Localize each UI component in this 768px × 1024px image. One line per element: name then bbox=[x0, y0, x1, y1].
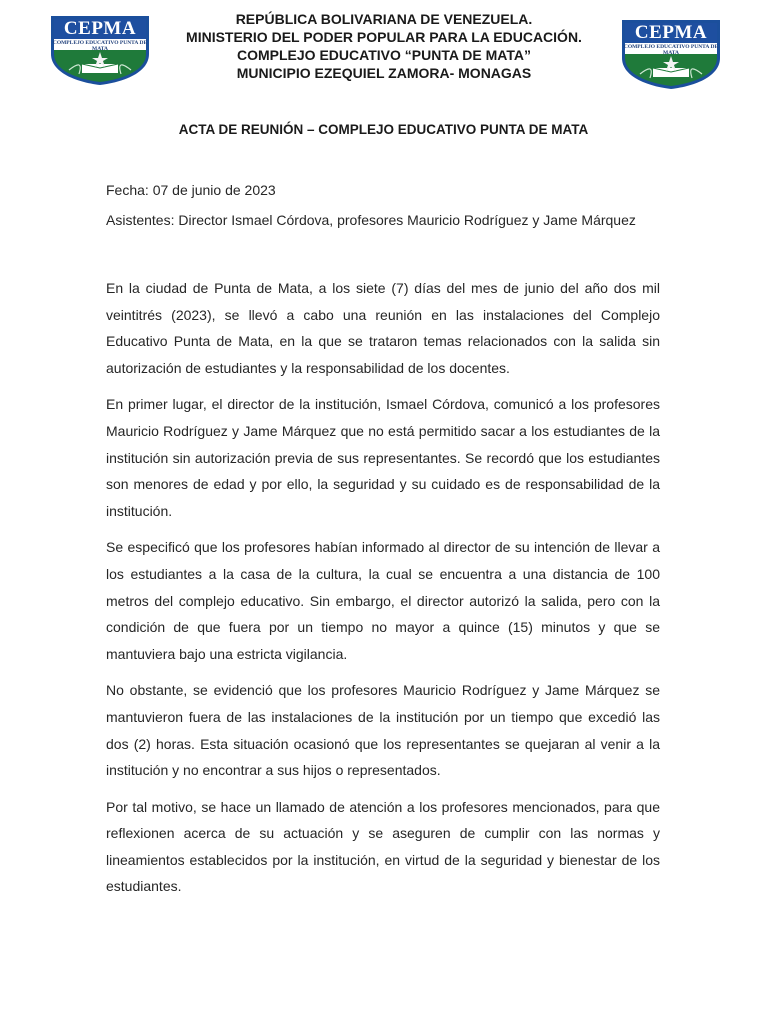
paragraph-2: En primer lugar, el director de la institución, Ismael Córdova, comunicó a los profesores Mauricio Rodríguez y Jame Márquez que no está permitido sacar a los estudiantes de la institución sin autorización previa de sus representantes. Se recordó que los estudiantes son menores de edad y por ello, la seguridad y su cuidado es de responsabilidad de la institución. bbox=[106, 396, 660, 519]
header-line-complex: COMPLEJO EDUCATIVO “PUNTA DE MATA” bbox=[237, 47, 531, 63]
logo-right bbox=[620, 18, 722, 90]
meeting-attendees: Asistentes: Director Ismael Córdova, profesores Mauricio Rodríguez y Jame Márquez bbox=[106, 212, 636, 228]
header-line-municipality: MUNICIPIO EZEQUIEL ZAMORA- MONAGAS bbox=[236, 65, 532, 81]
logo-left bbox=[49, 14, 151, 86]
paragraph-5: Por tal motivo, se hace un llamado de atención a los profesores mencionados, para que reflexionen acerca de su actuación y se aseguren de cumplir con las normas y lineamientos establecidos por la institución, en virtud de la seguridad y bienestar de los estudiantes. bbox=[106, 798, 660, 895]
logo-right-text: CEPMA bbox=[634, 22, 708, 43]
logo-left-subtitle: COMPLEJO EDUCATIVO PUNTA DE MATA bbox=[52, 40, 148, 52]
logo-right-subtitle: COMPLEJO EDUCATIVO PUNTA DE MATA bbox=[623, 44, 719, 56]
header-line-ministry: MINISTERIO DEL PODER POPULAR PARA LA EDUCACIÓN. bbox=[186, 29, 582, 45]
institution-header bbox=[160, 10, 608, 82]
header-line-republic: REPÚBLICA BOLIVARIANA DE VENEZUELA. bbox=[235, 11, 533, 27]
document-body bbox=[106, 180, 660, 910]
paragraph-4: No obstante, se evidenció que los profesores Mauricio Rodríguez y Jame Márquez se mantuvieron fuera de las instalaciones de la institución por un tiempo que excedió las dos (2) horas. Esta situación ocasionó que los representantes se quejaran al venir a la institución y no encontrar a sus hijos o representados. bbox=[106, 682, 660, 779]
paragraph-3: Se especificó que los profesores habían informado al director de su intención de llevar a los estudiantes a la casa de la cultura, la cual se encuentra a una distancia de 100 metros del complejo educativo. Sin embargo, el director autorizó la salida, pero con la condición de que fuera por un tiempo no mayor a quince (15) minutos y que se mantuviera bajo una estricta vigilancia. bbox=[106, 539, 660, 662]
meeting-date: Fecha: 07 de junio de 2023 bbox=[106, 182, 276, 198]
paragraph-1: En la ciudad de Punta de Mata, a los siete (7) días del mes de junio del año dos mil veintitrés (2023), se llevó a cabo una reunión en las instalaciones del Complejo Educativo Punta de Mata, en la que se trataron temas relacionados con la salida sin autorización de estudiantes y la responsabilidad de los docentes. bbox=[106, 280, 660, 376]
minutes-text bbox=[106, 275, 660, 900]
document-title: ACTA DE REUNIÓN – COMPLEJO EDUCATIVO PUNTA DE MATA bbox=[178, 122, 589, 137]
logo-left-text: CEPMA bbox=[63, 18, 137, 39]
